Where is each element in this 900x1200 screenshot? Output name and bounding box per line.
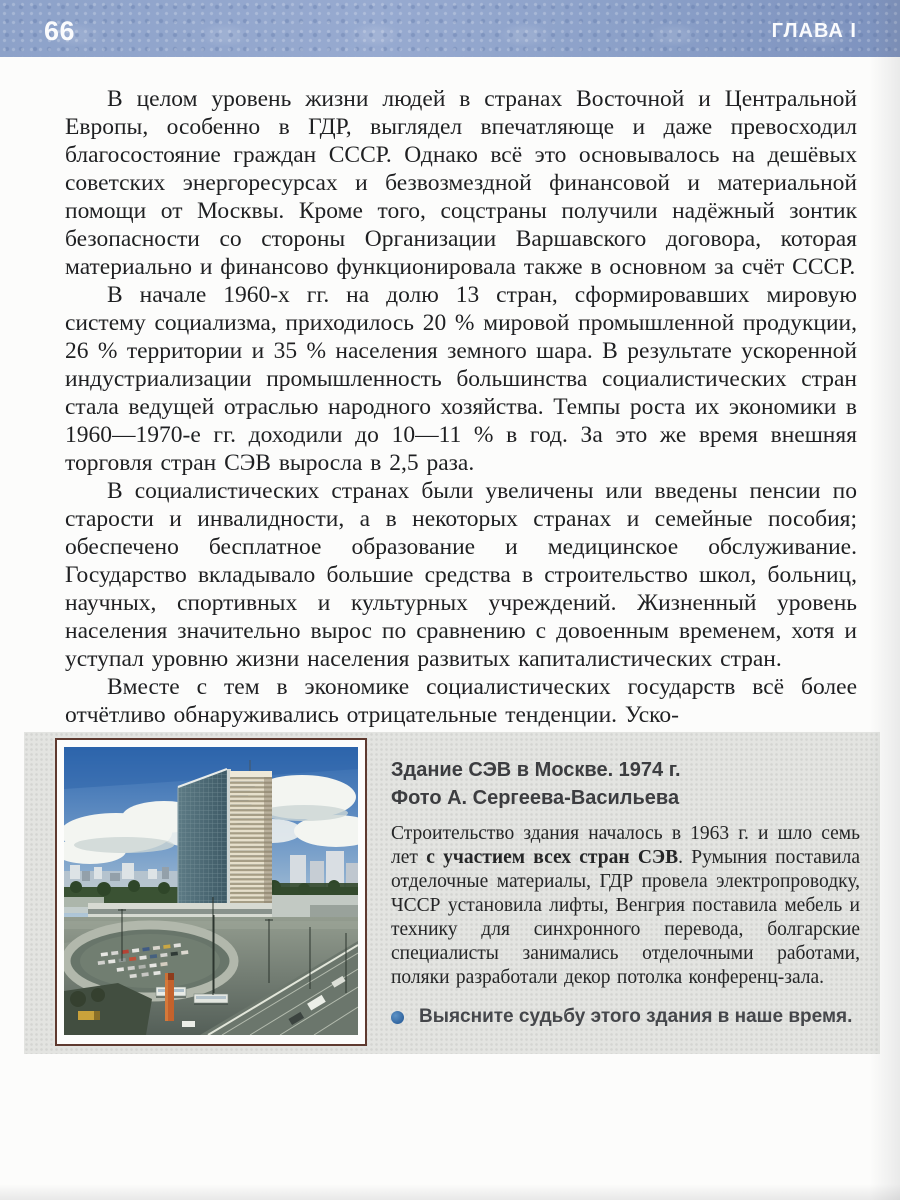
caption-text-lead: Строительство здания началось в 1963 г. и шло семь лет bbox=[391, 823, 860, 868]
chapter-label: ГЛАВА I bbox=[771, 20, 857, 42]
caption-title-line2: Фото А. Сергеева-Васильева bbox=[391, 787, 680, 809]
cmea-building-photo-image bbox=[64, 747, 358, 1035]
question-text: Выясните судьбу этого здания в наше время. bbox=[419, 1006, 853, 1027]
caption-text-bold: с участием всех стран СЭВ bbox=[426, 847, 679, 868]
paragraph-1: В целом уровень жизни людей в странах Восточной и Центральной Европы, особенно в ГДР, выглядел впечатляюще и даже превосходил благосостояние граждан СССР. Однако всё это основывалось на дешёвых советских энергоресурсах и безвозмездной финансовой и материальной помощи от Москвы. Кроме того, соцстраны получили надёжный зонтик безопасности со стороны Организации Варшавского договора, которая материально и финансово функционировала также в основном за счёт СССР. bbox=[65, 86, 857, 280]
caption-title-line1: Здание СЭВ в Москве. 1974 г. bbox=[391, 759, 681, 781]
figure-panel bbox=[24, 732, 880, 1054]
paragraph-2: В начале 1960-х гг. на долю 13 стран, сформировавших мировую систему социализма, приходилось 20 % мировой промышленной продукции, 26 % территории и 35 % населения земного шара. В результате ускоренной индустриализации промышленность большинства социалистических стран стала ведущей отраслью народного хозяйства. Темпы роста их экономики в 1960—1970-е гг. доходили до 10—11 % в год. За это же время внешняя торговля стран СЭВ выросла в 2,5 раза. bbox=[65, 282, 857, 476]
caption-text bbox=[391, 822, 860, 990]
cmea-building-photo bbox=[55, 738, 367, 1046]
paragraph-4: Вместе с тем в экономике социалистических государств всё более отчётливо обнаруживались отрицательные тенденции. Уско- bbox=[65, 674, 857, 728]
page-bottom-edge bbox=[0, 1184, 900, 1200]
main-text-column bbox=[0, 57, 900, 729]
caption-title bbox=[391, 756, 860, 812]
caption-text-rest: . Румыния поставила отделочные материалы, ГДР провела электропроводку, ЧССР установила лифты, Венгрия поставила мебель и технику для синхронного перевода, болгарские специалисты занимались отделочными работами, поляки разработали декор потолка конференц-зала. bbox=[391, 847, 860, 988]
figure-row bbox=[55, 738, 860, 1046]
bullet-icon bbox=[391, 1011, 404, 1024]
chapter-header-bar bbox=[0, 0, 900, 57]
question-row bbox=[391, 1006, 860, 1028]
paragraph-3: В социалистических странах были увеличены или введены пенсии по старости и инвалидности, а в некоторых странах и семейные пособия; обеспечено бесплатное образование и медицинское обслуживание. Государство вкладывало большие средства в строительство школ, больниц, научных, спортивных и культурных учреждений. Жизненный уровень населения значительно вырос по сравнению с довоенным временем, хотя и уступал уровню жизни населения развитых капиталистических стран. bbox=[65, 478, 857, 672]
page-number: 66 bbox=[44, 16, 76, 46]
figure-caption bbox=[391, 738, 860, 1046]
